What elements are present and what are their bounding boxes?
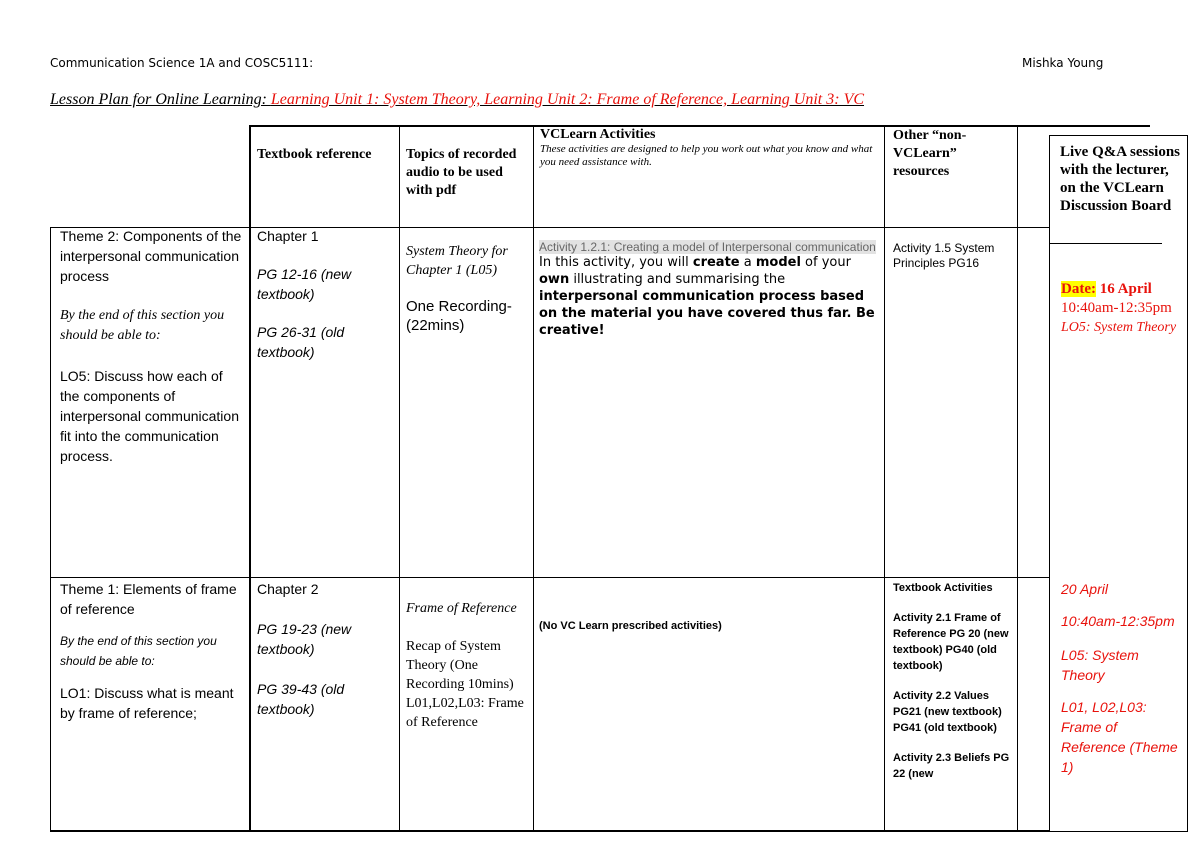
row2-topic-recording: Recap of System Theory (One Recording 10mins) L01,L02,L03: Frame of Reference bbox=[406, 639, 524, 730]
row2-pages-new: PG 19-23 (new textbook) bbox=[257, 621, 352, 657]
column-header-topics: Topics of recorded audio to be used with pdf bbox=[406, 147, 517, 198]
table-column-border bbox=[884, 125, 885, 832]
table-column-border bbox=[249, 125, 251, 832]
row2-resource-item: Activity 2.3 Beliefs PG 22 (new bbox=[893, 752, 1010, 780]
live-row2-lo1: L05: System Theory bbox=[1061, 647, 1139, 683]
row2-resource-item: Activity 2.2 Values PG21 (new textbook) PG41 (old textbook) bbox=[893, 690, 1002, 734]
row2-learning-outcome: LO1: Discuss what is meant by frame of reference; bbox=[60, 685, 234, 721]
row2-chapter: Chapter 2 bbox=[257, 581, 319, 597]
row1-pages-new: PG 12-16 (new textbook) bbox=[257, 266, 352, 302]
column-header-textbook: Textbook reference bbox=[257, 147, 372, 162]
live-date-label: Date: bbox=[1061, 281, 1096, 297]
live-row2-date: 20 April bbox=[1061, 581, 1108, 597]
row2-textbook-cell bbox=[257, 579, 395, 719]
table-bottom-border bbox=[50, 830, 1050, 832]
live-qa-row1 bbox=[1061, 280, 1186, 337]
live-row2-lo2: L01, L02,L03: Frame of Reference (Theme 1) bbox=[1061, 699, 1178, 775]
live-row2-time: 10:40am-12:35pm bbox=[1061, 613, 1175, 629]
row1-pages-old: PG 26-31 (old textbook) bbox=[257, 324, 345, 360]
table-column-border bbox=[533, 125, 534, 832]
strike-line bbox=[1050, 243, 1162, 244]
row2-textbook-activities-heading: Textbook Activities bbox=[893, 582, 993, 594]
document-header-author: Mishka Young bbox=[1022, 56, 1104, 70]
live-learning-outcome: LO5: System Theory bbox=[1061, 320, 1177, 335]
live-qa-row2 bbox=[1061, 579, 1183, 777]
row1-topics-cell bbox=[406, 242, 530, 335]
table-column-border bbox=[399, 125, 400, 832]
live-time: 10:40am-12:35pm bbox=[1061, 300, 1172, 316]
live-date-value: 16 April bbox=[1095, 281, 1152, 297]
table-column-border bbox=[50, 227, 51, 832]
row1-activity-text: In this activity, you will create a model of your own illustrating and summarising the interpersonal communication process based on the material you have covered thus far. Be creative! bbox=[539, 255, 875, 338]
row1-topic-recording: One Recording- (22mins) bbox=[406, 298, 512, 334]
row1-other-resources: Activity 1.5 System Principles PG16 bbox=[893, 241, 995, 270]
row2-theme: Theme 1: Elements of frame of reference bbox=[60, 581, 237, 617]
row2-by-end: By the end of this section you should be able to: bbox=[60, 634, 217, 668]
row2-activity: (No VC Learn prescribed activities) bbox=[539, 620, 722, 632]
lesson-plan-title bbox=[50, 91, 1030, 109]
row2-pages-old: PG 39-43 (old textbook) bbox=[257, 681, 345, 717]
row1-theme-cell bbox=[60, 226, 242, 466]
row2-other-resources bbox=[893, 580, 1015, 782]
column-header-other-resources: Other “non-VCLearn” resources bbox=[893, 128, 967, 179]
row1-learning-outcome: LO5: Discuss how each of the components of interpersonal communication fit into the communication process. bbox=[60, 368, 239, 464]
table-row-divider bbox=[50, 577, 1050, 578]
row2-theme-cell bbox=[60, 579, 242, 723]
row1-chapter: Chapter 1 bbox=[257, 228, 319, 244]
column-header-vclearn bbox=[540, 126, 880, 169]
row1-topic-title: System Theory for Chapter 1 (L05) bbox=[406, 244, 508, 278]
row1-activity-title: Activity 1.2.1: Creating a model of Interpersonal communication bbox=[539, 240, 876, 254]
row2-resource-item: Activity 2.1 Frame of Reference PG 20 (new textbook) PG40 (old textbook) bbox=[893, 612, 1009, 672]
live-qa-heading: Live Q&A sessions with the lecturer, on the VCLearn Discussion Board bbox=[1060, 144, 1181, 214]
row1-theme: Theme 2: Components of the interpersonal communication process bbox=[60, 228, 242, 284]
row1-by-end: By the end of this section you should be able to: bbox=[60, 308, 225, 343]
document-header-course: Communication Science 1A and COSC5111: bbox=[50, 56, 314, 70]
table-column-border bbox=[1017, 125, 1018, 832]
row2-topics-cell bbox=[406, 599, 530, 732]
vclearn-header-title: VCLearn Activities bbox=[540, 127, 656, 142]
row1-textbook-cell bbox=[257, 226, 395, 362]
row2-topic-title: Frame of Reference bbox=[406, 601, 517, 616]
row1-activity-cell bbox=[539, 240, 879, 339]
title-prefix: Lesson Plan for Online Learning: bbox=[50, 91, 271, 108]
vclearn-header-description: These activities are designed to help you work out what you know and what you need assistance with. bbox=[540, 143, 873, 168]
title-units: Learning Unit 1: System Theory, Learning Unit 2: Frame of Reference, Learning Unit 3: VC bbox=[270, 91, 865, 108]
